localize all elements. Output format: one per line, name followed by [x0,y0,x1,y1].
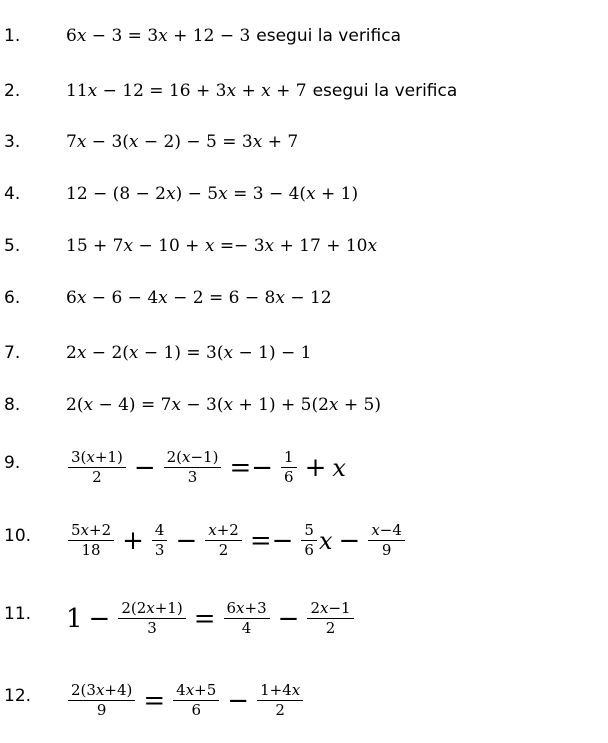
fraction [307,600,353,637]
numerator: 2(𝑥−1) [164,449,222,468]
fraction [205,522,242,559]
equation [66,184,358,204]
fraction [118,600,185,637]
equation [66,132,298,152]
exercise-number: 12. [4,686,32,706]
denominator: 3 [154,541,165,559]
exercise-number: 7. [4,343,21,363]
exercise-number: 5. [4,236,21,256]
denominator: 2 [325,619,336,637]
fraction [68,522,114,559]
fraction [68,682,135,719]
numerator: 1 [281,449,297,468]
equation [66,343,311,363]
numerator: 2𝑥−1 [307,600,353,619]
denominator: 6 [191,701,201,719]
equation-text: 7𝑥 − 3(𝑥 − 2) − 5 = 3𝑥 + 7 [66,132,299,152]
operator: =− [249,525,294,556]
denominator: 2 [92,468,102,486]
denominator: 9 [381,541,392,559]
operator: + [304,452,327,483]
equation [66,288,332,308]
fraction [173,682,219,719]
equation-text: 15 + 7𝑥 − 10 + 𝑥 =− 3𝑥 + 17 + 10𝑥 [66,236,378,256]
fraction [164,449,222,486]
equation [66,81,457,101]
fraction [68,449,126,486]
denominator: 6 [284,468,294,486]
numerator: 𝑥+2 [205,522,242,541]
equation [66,522,407,559]
equation [66,236,377,256]
equation-text: 6𝑥 − 3 = 3𝑥 + 12 − 3 [66,26,251,46]
exercise-number: 10. [4,526,32,546]
variable: 𝑥 [318,526,333,555]
fraction [281,449,297,486]
instruction-text: esegui la verifica [256,26,401,46]
fraction [152,522,168,559]
exercise-number: 6. [4,288,21,308]
fraction [224,600,270,637]
constant: 1 [66,603,83,634]
denominator: 18 [81,541,101,559]
denominator: 3 [147,619,157,637]
numerator: 4 [152,522,168,541]
fraction [301,522,317,559]
numerator: 5 [301,522,317,541]
equation-text: 12 − (8 − 2𝑥) − 5𝑥 = 3 − 4(𝑥 + 1) [66,184,359,204]
operator: − [88,603,111,634]
fraction [368,522,405,559]
exercise-number: 3. [4,132,21,152]
equation [66,449,346,486]
denominator: 2 [218,541,229,559]
operator: = [143,685,166,716]
operator: =− [229,452,274,483]
operator: − [175,525,198,556]
operator: − [338,525,361,556]
equation [66,26,401,46]
numerator: 5𝑥+2 [68,522,114,541]
numerator: 4𝑥+5 [173,682,219,701]
numerator: 2(3𝑥+4) [68,682,135,701]
numerator: 2(2𝑥+1) [118,600,185,619]
equation-text: 2(𝑥 − 4) = 7𝑥 − 3(𝑥 + 1) + 5(2𝑥 + 5) [66,395,381,415]
denominator: 9 [96,701,107,719]
operator: = [193,603,216,634]
instruction-text: esegui la verifica [312,81,458,101]
denominator: 3 [187,468,198,486]
variable: 𝑥 [332,453,346,482]
denominator: 2 [275,701,285,719]
exercise-number: 11. [4,604,32,624]
equation [66,600,356,637]
equation-text: 11𝑥 − 12 = 16 + 3𝑥 + 𝑥 + 7 [66,81,307,101]
numerator: 𝑥−4 [368,522,405,541]
exercise-number: 8. [4,395,21,415]
exercise-number: 1. [4,26,21,46]
exercise-number: 2. [4,81,21,101]
numerator: 3(𝑥+1) [68,449,126,468]
equation [66,395,381,415]
exercise-number: 9. [4,453,21,473]
operator: − [277,603,300,634]
fraction [257,682,303,719]
numerator: 6𝑥+3 [224,600,270,619]
denominator: 4 [241,619,252,637]
equation [66,682,305,719]
denominator: 6 [304,541,314,559]
equation-text: 6𝑥 − 6 − 4𝑥 − 2 = 6 − 8𝑥 − 12 [66,288,332,308]
equation-text: 2𝑥 − 2(𝑥 − 1) = 3(𝑥 − 1) − 1 [66,343,312,363]
operator: − [133,452,156,483]
numerator: 1+4𝑥 [257,682,303,701]
operator: − [227,685,250,716]
exercise-number: 4. [4,184,21,204]
operator: + [122,525,144,556]
